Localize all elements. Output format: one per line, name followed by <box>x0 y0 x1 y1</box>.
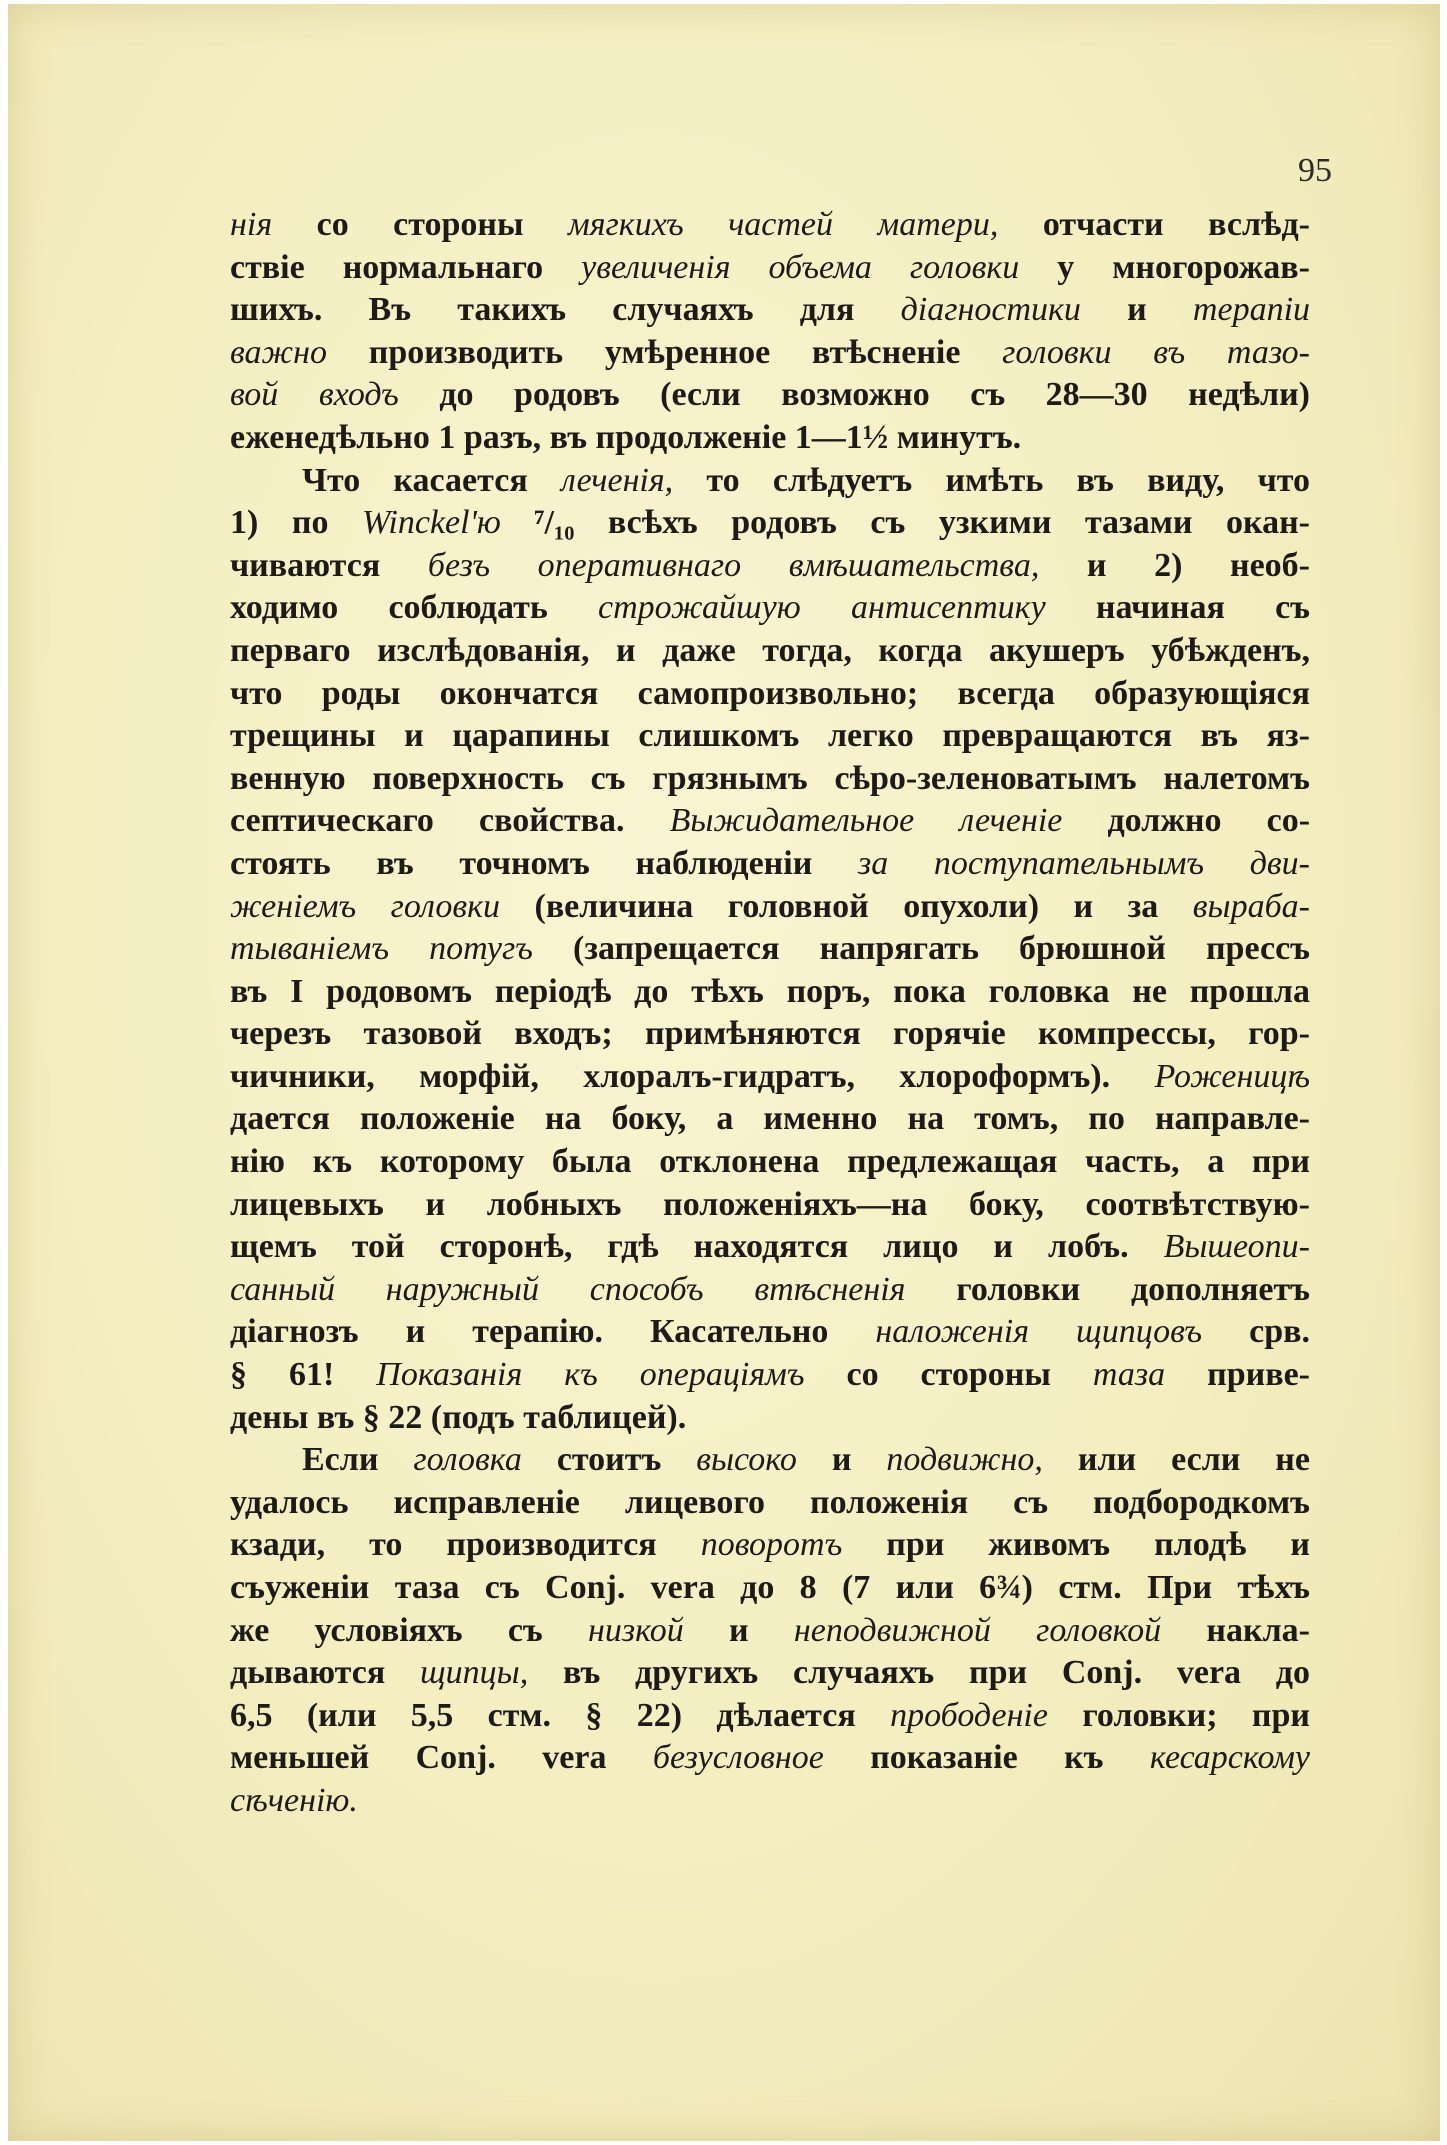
text-run: нію къ которому была отклонена предлежащая часть, а при <box>230 1143 1310 1181</box>
italic-text: низкой <box>588 1611 684 1649</box>
text-run: срв. <box>1202 1313 1310 1351</box>
paragraph <box>230 460 1310 1440</box>
text-run: чиваются <box>230 546 428 584</box>
text-run: 6,5 (или 5,5 стм. § 22) дѣлается <box>230 1696 891 1734</box>
text-run: въ другихъ случаяхъ при Conj. vera до <box>528 1654 1310 1692</box>
text-run: и 2) необ- <box>1039 546 1311 584</box>
italic-text: мягкихъ частей матери, <box>568 206 999 243</box>
text-line <box>230 1652 1310 1695</box>
italic-text: вой входъ <box>230 376 399 414</box>
italic-text: таза <box>1092 1356 1166 1394</box>
italic-text: важно <box>230 333 328 371</box>
text-run: ствіе нормальнаго <box>230 248 582 286</box>
text-run: накла- <box>1161 1611 1310 1649</box>
text-line <box>230 1226 1310 1269</box>
text-run: (величина головной опухоли) и за <box>500 887 1193 925</box>
text-line <box>230 374 1310 417</box>
text-line <box>230 289 1310 332</box>
paragraph <box>230 204 1310 460</box>
text-run: со стороны <box>272 206 569 243</box>
text-line <box>230 204 1310 247</box>
text-run: головки; при <box>1047 1696 1310 1734</box>
text-line <box>230 1397 1310 1440</box>
text-run: черезъ тазовой входъ; примѣняются горячіе компрессы, гор- <box>230 1015 1310 1053</box>
italic-text: выраба- <box>1192 887 1311 925</box>
text-run: ⁷/₁₀ всѣхъ родовъ съ узкими тазами окан- <box>500 504 1310 542</box>
text-run: чичники, морфій, хлоралъ-гидратъ, хлороформъ). <box>230 1057 1155 1095</box>
text-line <box>230 1354 1310 1397</box>
text-line <box>230 1269 1310 1312</box>
text-run: до родовъ (если возможно съ 28—30 недѣли) <box>398 376 1311 414</box>
text-run: трещины и царапины слишкомъ легко превращаются въ яз- <box>230 717 1310 755</box>
text-run: стоитъ <box>521 1441 697 1479</box>
italic-text: высоко <box>696 1441 797 1479</box>
italic-text: санный наружный способъ втѣсненія <box>230 1270 906 1308</box>
italic-text: діагностики <box>900 291 1081 329</box>
text-run: діагнозъ и терапію. Касательно <box>230 1313 876 1351</box>
text-run: меньшей Conj. vera <box>230 1739 653 1777</box>
italic-text: строжайшую антисептику <box>598 589 1046 627</box>
text-run: стоять въ точномъ наблюденіи <box>230 844 858 882</box>
text-run: § 61! <box>230 1356 377 1394</box>
italic-text: Winckel'ю <box>361 504 501 542</box>
italic-text: Выжидательное леченіе <box>669 802 1063 840</box>
text-run: приве- <box>1165 1356 1310 1394</box>
italic-text: безусловное <box>652 1739 824 1777</box>
italic-text: увеличенія объема головки <box>581 248 1020 286</box>
text-line <box>230 247 1310 290</box>
italic-text: нія <box>230 206 273 243</box>
text-line <box>230 1610 1310 1653</box>
italic-text: головки въ тазо- <box>1002 333 1310 371</box>
italic-text: безъ оперативнаго вмѣшательства, <box>427 546 1040 584</box>
text-run: головки дополняетъ <box>905 1270 1310 1308</box>
text-run: съуженіи таза съ Conj. vera до 8 (7 или 6¾) стм. При тѣхъ <box>230 1569 1310 1606</box>
text-run: венную поверхность съ грязнымъ сѣро-зеленоватымъ налетомъ <box>230 759 1310 797</box>
italic-text: поворотъ <box>700 1526 843 1564</box>
italic-text: прободеніе <box>890 1696 1048 1734</box>
text-run: дываются <box>230 1654 420 1692</box>
text-line <box>230 1311 1310 1354</box>
text-line <box>230 1567 1310 1610</box>
text-run: или если не <box>1042 1441 1310 1479</box>
italic-text: терапіи <box>1192 291 1311 329</box>
text-run: Что касается <box>302 461 561 499</box>
text-line <box>230 1695 1310 1738</box>
italic-text: за поступательнымъ дви- <box>857 844 1310 882</box>
text-run: (запрещается напрягать брюшной прессъ <box>532 930 1310 968</box>
italic-text: женіемъ головки <box>230 887 500 925</box>
italic-text: Показанія къ операціямъ <box>376 1356 805 1394</box>
text-line <box>230 630 1310 673</box>
text-run: что роды окончатся самопроизвольно; всегда образующіяся <box>230 674 1310 712</box>
text-line <box>230 1013 1310 1056</box>
body-text <box>230 204 1310 1823</box>
text-run: отчасти вслѣд- <box>998 206 1310 243</box>
text-run: же условіяхъ съ <box>230 1611 589 1649</box>
text-run: еженедѣльно 1 разъ, въ продолженіе 1—1½ минутъ. <box>230 418 1022 456</box>
text-run: ходимо соблюдать <box>230 589 599 627</box>
italic-text: щипцы, <box>420 1654 529 1692</box>
text-run: должно со- <box>1062 802 1311 840</box>
text-line <box>230 460 1310 503</box>
text-run: дены въ § 22 (подъ таблицей). <box>230 1398 687 1436</box>
italic-text: Вышеопи- <box>1163 1228 1310 1266</box>
text-run: со стороны <box>804 1356 1093 1394</box>
text-run: щемъ той сторонѣ, гдѣ находятся лицо и лобъ. <box>230 1228 1164 1266</box>
text-line <box>230 758 1310 801</box>
text-run: дается положеніе на боку, а именно на томъ, по направле- <box>230 1100 1310 1138</box>
italic-text: сѣченію. <box>230 1781 358 1819</box>
italic-text: подвижно, <box>886 1441 1043 1479</box>
italic-text: тываніемъ потугъ <box>230 930 533 968</box>
text-line <box>230 886 1310 929</box>
text-run: 1) по <box>230 504 362 542</box>
text-line <box>230 332 1310 375</box>
text-line <box>230 1141 1310 1184</box>
text-line <box>230 1056 1310 1099</box>
text-run: септическаго свойства. <box>230 802 670 840</box>
text-run: перваго изслѣдованія, и даже тогда, когда акушеръ убѣжденъ, <box>230 631 1310 669</box>
text-run: Если <box>302 1441 414 1479</box>
text-run: кзади, то производится <box>230 1526 701 1564</box>
text-line <box>230 800 1310 843</box>
page-number: 95 <box>1298 152 1332 189</box>
text-run: показаніе къ <box>823 1739 1150 1777</box>
text-line <box>230 1098 1310 1141</box>
italic-text: неподвижной головкой <box>793 1611 1162 1649</box>
italic-text: леченія, <box>560 461 674 499</box>
text-run: при живомъ плодѣ и <box>842 1526 1310 1564</box>
text-run: и <box>1080 291 1193 329</box>
text-line <box>230 1780 1310 1823</box>
text-line <box>230 843 1310 886</box>
text-line <box>230 587 1310 630</box>
text-run: производить умѣренное втѣсненіе <box>327 333 1003 371</box>
text-run: въ I родовомъ періодѣ до тѣхъ поръ, пока головка не прошла <box>230 972 1310 1010</box>
text-run: удалось исправленіе лицевого положенія съ подбородкомъ <box>230 1483 1310 1521</box>
text-line <box>230 928 1310 971</box>
paragraph <box>230 1439 1310 1822</box>
text-line <box>230 673 1310 716</box>
text-line <box>230 1524 1310 1567</box>
text-line <box>230 1737 1310 1780</box>
text-run: и <box>796 1441 887 1479</box>
text-line <box>230 971 1310 1014</box>
text-run: лицевыхъ и лобныхъ положеніяхъ—на боку, соотвѣтствую- <box>230 1185 1310 1223</box>
text-line <box>230 1439 1310 1482</box>
italic-text: Роженицѣ <box>1154 1057 1310 1095</box>
text-line <box>230 715 1310 758</box>
italic-text: наложенія щипцовъ <box>875 1313 1203 1351</box>
text-run: то слѣдуетъ имѣть въ виду, что <box>673 461 1310 499</box>
text-line <box>230 545 1310 588</box>
italic-text: головка <box>413 1441 522 1479</box>
text-run: и <box>683 1611 794 1649</box>
text-line <box>230 1482 1310 1525</box>
text-run: шихъ. Въ такихъ случаяхъ для <box>230 291 901 329</box>
text-run: у многорожав- <box>1019 248 1310 286</box>
text-line <box>230 417 1310 460</box>
text-line <box>230 1184 1310 1227</box>
text-line <box>230 502 1310 545</box>
text-run: начиная съ <box>1045 589 1310 627</box>
book-page <box>8 4 1440 2141</box>
italic-text: кесарскому <box>1149 1739 1310 1777</box>
